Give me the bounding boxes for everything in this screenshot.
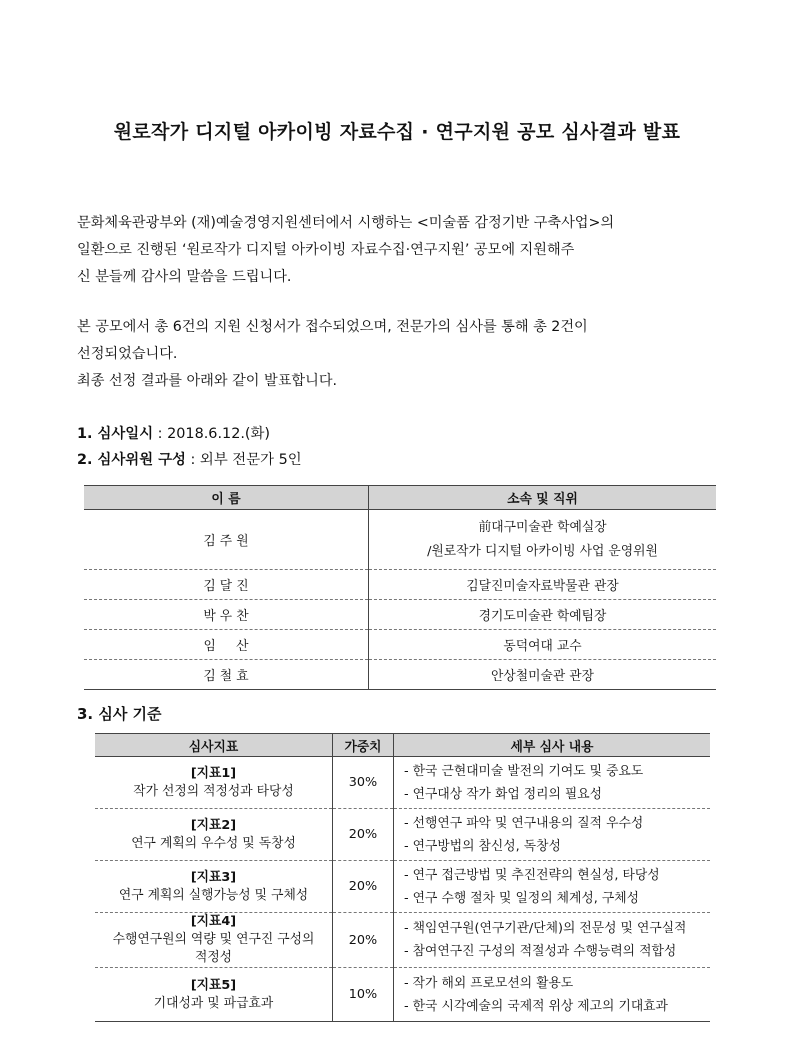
table-row [95, 861, 710, 913]
member-name: 김 철 효 [84, 660, 369, 690]
page-title: 원로작가 디지털 아카이빙 자료수집 · 연구지원 공모 심사결과 발표 [113, 121, 681, 143]
indicator-code: [지표4] [190, 914, 237, 929]
summary-line: 본 공모에서 총 6건의 지원 신청서가 접수되었으며, 전문가의 심사를 통해 총 2건이 [77, 319, 588, 335]
indicator-cell [95, 861, 333, 913]
criteria-table [95, 733, 710, 1022]
committee-composition-label: 2. 심사위원 구성 [77, 452, 186, 468]
review-date [77, 422, 270, 443]
table-row [84, 510, 716, 570]
detail-line: - 연구 수행 절차 및 일정의 체계성, 구체성 [404, 890, 639, 906]
intro-paragraph [77, 210, 717, 291]
header-weight: 가중치 [333, 734, 394, 757]
weight-cell: 10% [333, 968, 394, 1022]
details-cell [394, 968, 711, 1022]
table-row [84, 660, 716, 690]
member-affiliation [369, 510, 717, 570]
indicator-cell [95, 809, 333, 861]
weight-cell: 20% [333, 809, 394, 861]
indicator-name: 작가 선정의 적정성과 타당성 [133, 783, 294, 799]
indicator-code: [지표1] [190, 765, 237, 781]
details-cell [394, 913, 711, 968]
detail-line: - 선행연구 파악 및 연구내용의 질적 우수성 [404, 815, 644, 831]
member-name: 김 달 진 [84, 570, 369, 600]
detail-line: - 한국 근현대미술 발전의 기여도 및 중요도 [404, 763, 644, 779]
intro-line: 문화체육관광부와 (재)예술경영지원센터에서 시행하는 <미술품 감정기반 구축사업>의 [77, 215, 615, 231]
indicator-cell [95, 913, 333, 968]
weight-cell: 20% [333, 861, 394, 913]
member-affiliation: 경기도미술관 학예팀장 [369, 600, 717, 630]
indicator-name: 연구 계획의 우수성 및 독창성 [131, 835, 296, 851]
header-indicator: 심사지표 [95, 734, 333, 757]
detail-line: - 책임연구원(연구기관/단체)의 전문성 및 연구실적 [404, 921, 687, 936]
committee-composition [77, 448, 302, 469]
intro-line: 신 분들께 감사의 말씀을 드립니다. [77, 269, 292, 285]
indicator-name: 기대성과 및 파급효과 [153, 995, 274, 1011]
summary-line: 최종 선정 결과를 아래와 같이 발표합니다. [77, 373, 338, 389]
table-header-row [84, 486, 716, 510]
member-name: 임 산 [84, 630, 369, 660]
summary-paragraph [77, 314, 717, 395]
header-name: 이 름 [84, 486, 369, 510]
detail-line: - 한국 시각예술의 국제적 위상 제고의 기대효과 [404, 998, 668, 1014]
detail-line: - 참여연구진 구성의 적절성과 수행능력의 적합성 [404, 944, 677, 959]
indicator-cell [95, 968, 333, 1022]
section-heading: 3. 심사 기준 [77, 705, 162, 723]
detail-line: - 연구대상 작가 화업 정리의 필요성 [404, 786, 603, 802]
detail-line: - 연구방법의 참신성, 독창성 [404, 838, 561, 854]
indicator-name: 수행연구원의 역량 및 연구진 구성의 [112, 932, 315, 947]
table-row [95, 809, 710, 861]
member-name: 김 주 원 [84, 510, 369, 570]
table-row [95, 913, 710, 968]
table-row [95, 968, 710, 1022]
intro-line: 일환으로 진행된 ‘원로작가 디지털 아카이빙 자료수집·연구지원’ 공모에 지원해주 [77, 242, 575, 258]
member-affiliation: 동덕여대 교수 [369, 630, 717, 660]
indicator-code: [지표2] [190, 817, 237, 833]
header-details: 세부 심사 내용 [394, 734, 711, 757]
committee-table [84, 485, 716, 690]
detail-line: - 작가 해외 프로모션의 활용도 [404, 975, 574, 991]
table-row [84, 600, 716, 630]
member-affiliation: 안상철미술관 관장 [369, 660, 717, 690]
affiliation-line: /원로작가 디지털 아카이빙 사업 운영위원 [427, 543, 658, 559]
table-row [84, 570, 716, 600]
indicator-name: 적정성 [194, 950, 233, 965]
details-cell [394, 757, 711, 809]
indicator-cell [95, 757, 333, 809]
weight-cell: 20% [333, 913, 394, 968]
review-date-label: 1. 심사일시 [77, 426, 154, 442]
review-date-value: : 2018.6.12.(화) [153, 426, 271, 442]
details-cell [394, 861, 711, 913]
member-affiliation: 김달진미술자료박물관 관장 [369, 570, 717, 600]
header-affiliation: 소속 및 직위 [369, 486, 717, 510]
weight-cell: 30% [333, 757, 394, 809]
table-row [95, 757, 710, 809]
member-name: 박 우 찬 [84, 600, 369, 630]
summary-line: 선정되었습니다. [77, 346, 178, 362]
details-cell [394, 809, 711, 861]
indicator-code: [지표3] [190, 869, 237, 885]
table-header-row [95, 734, 710, 757]
indicator-code: [지표5] [190, 977, 237, 993]
committee-composition-value: : 외부 전문가 5인 [185, 452, 302, 468]
indicator-name: 연구 계획의 실행가능성 및 구체성 [118, 887, 309, 903]
detail-line: - 연구 접근방법 및 추진전략의 현실성, 타당성 [404, 867, 660, 883]
table-row [84, 630, 716, 660]
affiliation-line: 前대구미술관 학예실장 [478, 519, 607, 535]
